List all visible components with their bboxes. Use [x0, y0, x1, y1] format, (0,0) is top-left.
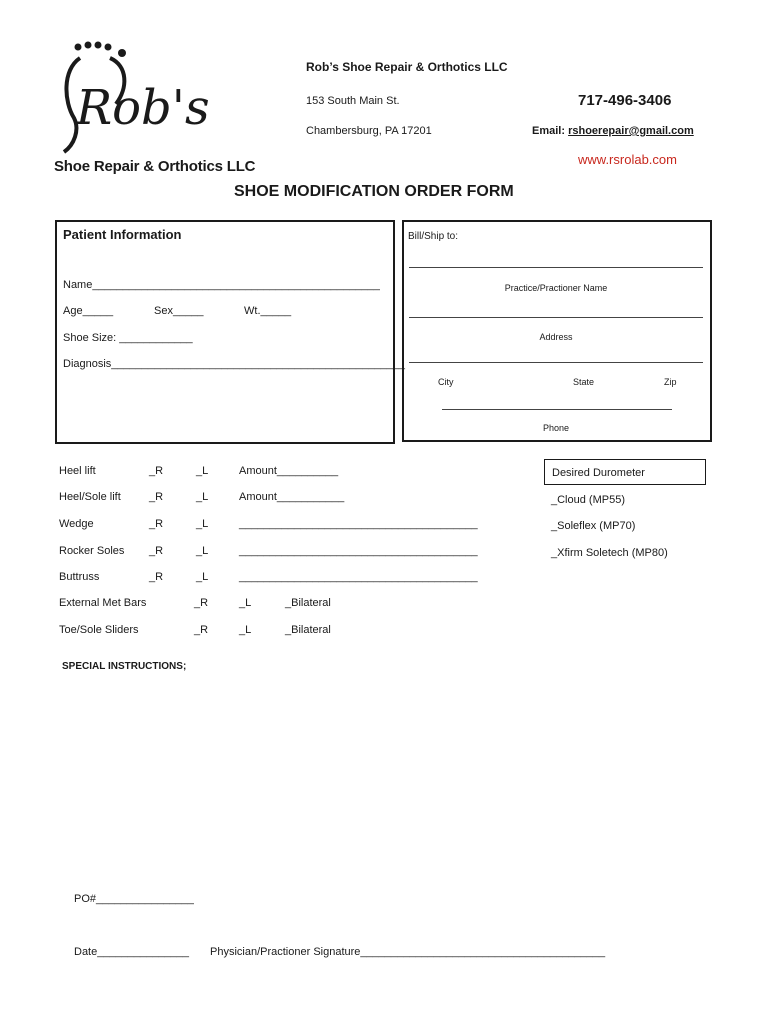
right-option[interactable]: _R [149, 518, 164, 530]
bilateral-option[interactable]: _Bilateral [285, 624, 331, 636]
practitioner-name-line[interactable] [409, 267, 703, 268]
right-option[interactable]: _R [194, 624, 209, 636]
right-option[interactable]: _R [149, 545, 164, 557]
address-label: Address [539, 332, 573, 342]
left-option[interactable]: _L [239, 624, 252, 636]
patient-info-heading: Patient Information [63, 227, 182, 242]
company-website[interactable]: www.rsrolab.com [578, 152, 677, 167]
logo-tagline: Shoe Repair & Orthotics LLC [54, 158, 256, 175]
patient-age-field[interactable]: Age_____ [63, 305, 114, 317]
zip-label: Zip [664, 377, 677, 387]
amount-field[interactable]: Amount__________ [239, 465, 339, 477]
company-phone: 717-496-3406 [578, 92, 672, 109]
patient-wt-field[interactable]: Wt._____ [244, 305, 292, 317]
practitioner-name-label: Practice/Practioner Name [504, 283, 608, 293]
modification-name: Wedge [59, 518, 94, 530]
left-option[interactable]: _L [196, 571, 209, 583]
left-option[interactable]: _L [196, 465, 209, 477]
city-label: City [438, 377, 454, 387]
email-label: Email: [532, 125, 569, 137]
notes-field[interactable]: _______________________________________ [239, 545, 478, 557]
date-field[interactable]: Date_______________ [74, 946, 190, 958]
company-name: Rob’s Shoe Repair & Orthotics LLC [306, 60, 508, 74]
durometer-option-xfirm[interactable]: _Xfirm Soletech (MP80) [551, 547, 668, 559]
bill-ship-heading: Bill/Ship to: [408, 231, 459, 242]
state-label: State [573, 377, 595, 387]
durometer-option-soleflex[interactable]: _Soleflex (MP70) [551, 520, 636, 532]
phone-line[interactable] [442, 409, 672, 410]
modification-name: Rocker Soles [59, 545, 125, 557]
left-option[interactable]: _L [196, 545, 209, 557]
amount-field[interactable]: Amount___________ [239, 491, 345, 503]
modification-name: External Met Bars [59, 597, 147, 609]
left-option[interactable]: _L [196, 518, 209, 530]
company-city: Chambersburg, PA 17201 [306, 125, 432, 137]
modification-name: Heel lift [59, 465, 96, 477]
right-option[interactable]: _R [149, 465, 164, 477]
form-title: SHOE MODIFICATION ORDER FORM [234, 183, 514, 200]
patient-shoe-size-field[interactable]: Shoe Size: ____________ [63, 332, 193, 344]
right-option[interactable]: _R [194, 597, 209, 609]
company-street: 153 South Main St. [306, 95, 400, 107]
city-state-zip-line[interactable] [409, 362, 703, 363]
right-option[interactable]: _R [149, 491, 164, 503]
modification-name: Heel/Sole lift [59, 491, 121, 503]
right-option[interactable]: _R [149, 571, 164, 583]
special-instructions-label: SPECIAL INSTRUCTIONS; [62, 661, 187, 672]
patient-sex-field[interactable]: Sex_____ [154, 305, 204, 317]
left-option[interactable]: _L [196, 491, 209, 503]
left-option[interactable]: _L [239, 597, 252, 609]
modification-name: Buttruss [59, 571, 100, 583]
phone-label: Phone [542, 423, 570, 433]
patient-diagnosis-field[interactable]: Diagnosis________________________________________________ [63, 358, 405, 370]
logo-script-text: Rob's [76, 80, 210, 136]
durometer-option-cloud[interactable]: _Cloud (MP55) [551, 494, 625, 506]
durometer-heading: Desired Durometer [552, 467, 645, 479]
signature-field[interactable]: Physician/Practioner Signature________________________________________ [210, 946, 606, 958]
notes-field[interactable]: _______________________________________ [239, 518, 478, 530]
email-link[interactable]: rshoerepair@gmail.com [568, 125, 694, 137]
po-field[interactable]: PO#________________ [74, 893, 194, 905]
address-line[interactable] [409, 317, 703, 318]
modification-name: Toe/Sole Sliders [59, 624, 139, 636]
notes-field[interactable]: _______________________________________ [239, 571, 478, 583]
special-instructions-area[interactable] [62, 678, 702, 878]
bilateral-option[interactable]: _Bilateral [285, 597, 331, 609]
patient-name-field[interactable]: Name_______________________________________________ [63, 279, 380, 291]
company-email-row [532, 125, 694, 137]
